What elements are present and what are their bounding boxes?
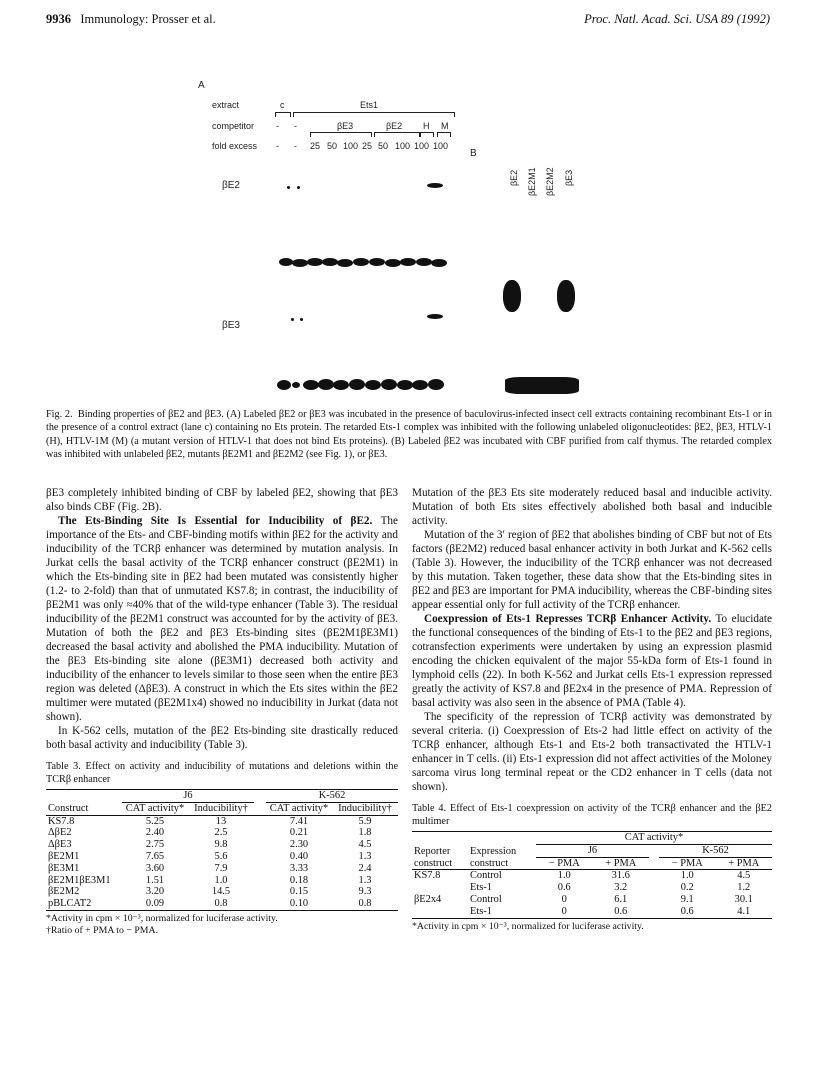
table-cell: 2.4 (358, 862, 372, 874)
table-cell: 6.1 (614, 893, 628, 905)
table-row (46, 898, 398, 910)
table-column-header: Construct (48, 802, 89, 814)
fold-value: 100 (395, 141, 411, 151)
table-cell: 0.18 (289, 874, 309, 886)
table-cell: 0.8 (214, 898, 228, 910)
table-row (46, 886, 398, 898)
gel-band (412, 380, 428, 390)
panel-b-lane-label: βE2M2 (545, 167, 555, 196)
gel-band (349, 379, 365, 390)
table-cell: 1.51 (145, 874, 165, 886)
table-cell: βE3M1 (48, 862, 80, 874)
table-cell: βE2M2 (48, 886, 80, 898)
gel-band (381, 379, 397, 390)
competitor-be3-bracket (310, 132, 372, 137)
figure-caption-label: Fig. 2. (46, 409, 73, 420)
table-cell: 5.9 (358, 815, 372, 827)
table-cell: KS7.8 (414, 870, 441, 882)
table-cell: 0 (561, 905, 567, 917)
table-cell: 7.41 (289, 815, 309, 827)
table-cell: 0.15 (289, 886, 309, 898)
extract-control-label: c (280, 100, 285, 110)
table-footnote: *Activity in cpm × 10⁻³, normalized for luciferase activity. (412, 920, 644, 932)
table-cell: ΔβE2 (48, 827, 72, 839)
figure-caption-text: Binding properties of βE2 and βE3. (A) Labeled βE2 or βE3 was incubated in the presence of baculovirus-infected insect cell extracts containing recombinant Ets-1 or in the presence of a control extract (lane c) containing no Ets protein. The retarded Ets-1 complex was inhibited with the following unlabeled oligonucleotides: βE2, βE3, HTLV-1 (H), HTLV-1M (M) (a mutant version of HTLV-1 that does not bind Ets proteins). (B) Labeled βE2 was incubated with CBF purified from calf thymus. The retarded complex was inhibited with unlabeled βE2, mutants βE2M1 and βE2M2 (see Fig. 1), or βE3. (46, 409, 773, 461)
fold-none-2: - (294, 141, 297, 151)
row-label-extract: extract (212, 100, 240, 110)
table-cell: 1.3 (358, 874, 372, 886)
competitor-none-2: - (294, 121, 297, 131)
table-cell: 3.20 (145, 886, 165, 898)
table-cell: 1.0 (680, 870, 694, 882)
table-cell: 0.6 (614, 905, 628, 917)
table-row (412, 894, 772, 906)
gel-band (400, 258, 416, 266)
extract-ets1-label: Ets1 (360, 100, 379, 110)
body-paragraph: Mutation of the βE3 Ets site moderately reduced basal and inducible activity. Mutation of both Ets sites effectively abolished both basal and inducible activity. (412, 487, 772, 527)
table-group-header: J6 (536, 844, 649, 857)
table-cell: 7.65 (145, 850, 165, 862)
table-cell: 4.5 (737, 870, 751, 882)
table-row (412, 882, 772, 894)
gel-band (431, 259, 447, 267)
figure-2 (0, 0, 816, 400)
table-column-header: CAT activity* (125, 802, 185, 814)
table-4 (412, 802, 772, 933)
gel-band (292, 382, 300, 388)
body-paragraph: In K-562 cells, mutation of the βE2 Ets-binding site drastically reduced both basal activity and inducibility (Table 3). (46, 725, 398, 751)
gel-band (337, 259, 353, 267)
extract-control-bracket (275, 112, 291, 117)
gel-band (427, 314, 443, 319)
table-row (46, 839, 398, 851)
gel-band (297, 186, 300, 189)
body-paragraph: The specificity of the repression of TCRβ activity was demonstrated by several criteria. (i) Coexpression of Ets-2 had little effect on activity of the TCRβ enhancer, although Ets-1 and Ets-2 both transactivated the HTLV-1 enhancer in T cells. (ii) Ets-1 expression did not affect activities of the Moloney sarcoma virus long terminal repeat or the CD2 enhancer in T cells (data not shown). (412, 711, 772, 793)
table-footnote: †Ratio of + PMA to − PMA. (46, 924, 159, 936)
table-cell: 0.8 (358, 898, 372, 910)
table-cell: 0.40 (289, 850, 309, 862)
table-cell: 0.2 (680, 882, 694, 894)
competitor-h-bracket (420, 132, 434, 137)
table-column-header: CAT activity* (269, 802, 329, 814)
table-cell: 2.5 (214, 827, 228, 839)
probe-be3-label: βE3 (222, 320, 240, 331)
gel-band (300, 318, 303, 321)
table-cell: 13 (215, 815, 227, 827)
table-cell (412, 906, 468, 918)
table-cell: βE2x4 (414, 893, 442, 905)
gel-band (307, 258, 323, 266)
right-column (412, 486, 772, 933)
table-cell: 0.6 (557, 882, 571, 894)
gel-band (292, 259, 308, 267)
gel-band (287, 186, 290, 189)
panel-b-lane-label: βE3 (564, 169, 574, 186)
competitor-none-1: - (276, 121, 279, 131)
table-group-header: K-562 (266, 790, 398, 803)
gel-band (503, 280, 521, 312)
section-heading: Coexpression of Ets-1 Represses TCRβ Enhancer Activity. (424, 613, 712, 625)
table-cell: 4.5 (358, 839, 372, 851)
table-caption: Table 3. Effect on activity and inducibility of mutations and deletions within the TCRβ enhancer (46, 761, 398, 785)
panel-b-lane-label: βE2M1 (527, 167, 537, 196)
body-paragraph: βE3 completely inhibited binding of CBF by labeled βE2, showing that βE3 also binds CBF (Fig. 2B). (46, 487, 398, 513)
table-cell: pBLCAT2 (48, 898, 92, 910)
gel-band (322, 258, 338, 266)
gel-band (557, 280, 575, 312)
table-cell: 0.10 (289, 898, 309, 910)
gel-band (505, 377, 579, 394)
table-cell: Ets-1 (470, 905, 492, 917)
table-row (412, 906, 772, 918)
competitor-m-label: M (441, 121, 449, 131)
table-row (46, 875, 398, 887)
table-cell: Control (470, 893, 502, 905)
table-cell: 9.8 (214, 839, 228, 851)
table-cell: 3.33 (289, 862, 309, 874)
gel-band (427, 183, 443, 188)
table-cell: 0.09 (145, 898, 165, 910)
table-cell: βE2M1 (48, 850, 80, 862)
gel-band (318, 379, 334, 390)
competitor-h-label: H (423, 121, 430, 131)
table-cell: 5.25 (145, 815, 165, 827)
table-cell: 3.60 (145, 862, 165, 874)
figure-caption (46, 408, 772, 462)
page-number: 9936 (46, 12, 71, 26)
extract-ets1-bracket (293, 112, 455, 117)
table-cell: Control (470, 870, 502, 882)
fold-value: 100 (414, 141, 430, 151)
fold-value: 100 (433, 141, 449, 151)
table-column-header: + PMA (728, 857, 760, 869)
competitor-be2-label: βE2 (386, 121, 403, 131)
table-cell: 5.6 (214, 850, 228, 862)
gel-band (277, 380, 291, 390)
table-column-header: − PMA (671, 857, 703, 869)
row-label-fold-excess: fold excess (212, 141, 258, 151)
body-paragraph: To elucidate the functional consequences of the binding of Ets-1 to the βE2 and βE3 regions, cotransfection experiments were undertaken by using an expression plasmid encoding the chicken equivalent of the major 55-kDa form of Ets-1 found in lymphoid cells (22). In both K-562 and Jurkat cells Ets-1 expression repressed greatly the activity of KS7.8 and βE2x4 in the presence of PMA. Repression of basal activity was also seen in the absence of PMA (Table 4). (412, 613, 772, 709)
table-cell: 2.30 (289, 839, 309, 851)
table-cell: 31.6 (611, 870, 630, 882)
table-cell: 1.2 (737, 882, 751, 894)
gel-band (428, 379, 444, 390)
table-cell: 2.75 (145, 839, 165, 851)
competitor-be2-bracket (374, 132, 420, 137)
gel-band (333, 380, 349, 390)
table-cell: 1.0 (214, 874, 228, 886)
panel-a-label: A (198, 80, 205, 91)
running-title: Immunology: Prosser et al. (80, 12, 216, 26)
body-paragraph: The importance of the Ets- and CBF-binding motifs within βE2 for the activity and inducibility of the TCRβ enhancer was determined by mutation analysis. In Jurkat cells the basal activity of the TCRβ enhancer construct (βE2M1) in which the Ets-binding site in βE2 had been mutated was consistently higher (1.2- to 2-fold) than that of unmutated KS7.8; in contrast, the inducibility of βE2M1 was only ≈40% that of the wild-type enhancer (Table 3). The residual inducibility of the βE2M1 construct was accounted for by the activity of βE3. Mutation of both the βE2 and βE3 Ets-binding sites (βE2M1βE3M1) decreased the basal activity and abolished the PMA inducibility. Mutation of the βE3 Ets-binding site alone (βE3M1) decreased both activity and inducibility of the enhancer to levels similar to those seen when the entire βE3 region was deleted (ΔβE3). A construct in which the Ets sites within the βE2 multimer were mutated (βE2M1x4) showed no inducibility in Jurkat (data not shown). (46, 515, 398, 723)
table-3 (46, 760, 398, 937)
table-group-header: CAT activity* (536, 832, 772, 845)
table-footnote: *Activity in cpm × 10⁻³, normalized for luciferase activity. (46, 912, 278, 924)
table-cell: 1.0 (557, 870, 571, 882)
row-label-competitor: competitor (212, 121, 255, 131)
table-caption: Table 4. Effect of Ets-1 coexpression on activity of the TCRβ enhancer and the βE2 multimer (412, 803, 772, 827)
table-cell: 0.21 (289, 827, 309, 839)
table-cell: 9.1 (680, 893, 694, 905)
table-row (412, 870, 772, 882)
gel-band (385, 259, 401, 267)
body-paragraph: Mutation of the 3′ region of βE2 that abolishes binding of CBF but not of Ets factors (βE2M2) reduced basal enhancer activity in both Jurkat and K-562 cells (Table 3). However, the inducibility of the TCRβ enhancer was not decreased by this mutation. Taken together, these data show that the Ets-binding sites in βE2 and βE3 are important for PMA inducibility, whereas the CBF-binding sites appear essential only for full activity of the TCRβ enhancer. (412, 529, 772, 611)
probe-be2-label: βE2 (222, 180, 240, 191)
table-group-header: J6 (122, 790, 254, 803)
gel-band (369, 258, 385, 266)
table-cell: 0 (561, 893, 567, 905)
table-cell: 7.9 (214, 862, 228, 874)
gel-band (365, 380, 381, 390)
gel-band (397, 380, 413, 390)
table-row (46, 815, 398, 827)
table-cell: 4.1 (737, 905, 751, 917)
table-cell: 0.6 (680, 905, 694, 917)
panel-b-label: B (470, 148, 477, 159)
table-cell: 14.5 (211, 886, 231, 898)
fold-value: 100 (343, 141, 359, 151)
competitor-be3-label: βE3 (337, 121, 354, 131)
gel-band (279, 258, 293, 266)
left-column (46, 486, 398, 937)
table-row (46, 863, 398, 875)
table-cell (412, 882, 468, 894)
table-cell: 1.8 (358, 827, 372, 839)
table-cell: KS7.8 (48, 815, 75, 827)
table-cell: 9.3 (358, 886, 372, 898)
table-cell: Ets-1 (470, 882, 492, 894)
competitor-m-bracket (437, 132, 451, 137)
table-column-header: Reporter construct (414, 845, 453, 869)
table-column-header: Inducibility† (338, 802, 392, 814)
section-heading: The Ets-Binding Site Is Essential for Inducibility of βE2. (58, 515, 373, 527)
table-row (46, 851, 398, 863)
fold-value: 25 (362, 141, 373, 151)
table-column-header: Expression construct (470, 845, 517, 869)
table-column-header: − PMA (548, 857, 580, 869)
table-group-header: K-562 (659, 844, 772, 857)
gel-band (303, 380, 319, 390)
fold-none-1: - (276, 141, 279, 151)
journal-citation: Proc. Natl. Acad. Sci. USA 89 (1992) (584, 12, 770, 26)
table-cell: ΔβE3 (48, 839, 72, 851)
fold-value: 50 (378, 141, 389, 151)
table-cell: 30.1 (734, 893, 753, 905)
table-row (46, 827, 398, 839)
table-column-header: Inducibility† (194, 802, 248, 814)
table-cell: βE2M1βE3M1 (48, 874, 111, 886)
gel-band (353, 258, 369, 266)
panel-b-lane-label: βE2 (509, 169, 519, 186)
fold-value: 25 (310, 141, 321, 151)
fold-value: 50 (327, 141, 338, 151)
table-cell: 3.2 (614, 882, 628, 894)
table-column-header: + PMA (605, 857, 637, 869)
gel-band (416, 258, 432, 266)
table-cell: 1.3 (358, 850, 372, 862)
table-cell: 2.40 (145, 827, 165, 839)
gel-band (291, 318, 294, 321)
